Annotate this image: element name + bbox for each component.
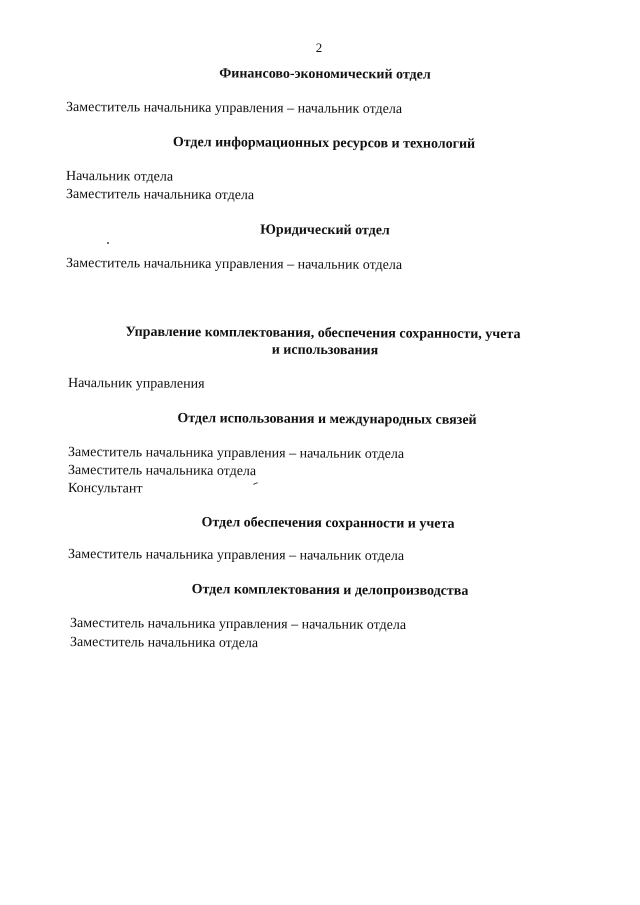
section-line: Начальник отдела [65,169,174,185]
section-heading-finance: Финансово-экономический отдел [219,66,431,83]
section-heading-usage-intl: Отдел использования и международных связей [177,411,477,428]
section-line: Начальник управления [67,376,205,392]
section-line: Заместитель начальника отдела [65,187,255,204]
section-heading-legal: Юридический отдел [260,222,390,239]
section-line: Заместитель начальника управления – начальник отдела [67,445,405,463]
section-line: Заместитель начальника управления – начальник отдела [69,616,407,634]
scan-speck [253,482,258,485]
section-heading-directorate-cont: и использования [271,342,379,359]
section-heading-acquisition: Отдел комплектования и делопроизводства [191,582,469,599]
section-line: Заместитель начальника отдела [67,463,257,480]
section-line: Заместитель начальника управления – начальник отдела [65,256,403,274]
section-line: Заместитель начальника отдела [69,635,259,652]
section-heading-directorate: Управление комплектования, обеспечения сохранности, учета [125,324,521,343]
section-line: Заместитель начальника управления – начальник отдела [67,547,405,565]
section-heading-it: Отдел информационных ресурсов и технологий [172,135,476,152]
scan-speck [107,242,109,244]
section-heading-preservation: Отдел обеспечения сохранности и учета [201,515,455,532]
section-line: Консультант [67,481,143,497]
section-line: Заместитель начальника управления – начальник отдела [65,100,403,118]
page-number: 2 [315,40,323,55]
